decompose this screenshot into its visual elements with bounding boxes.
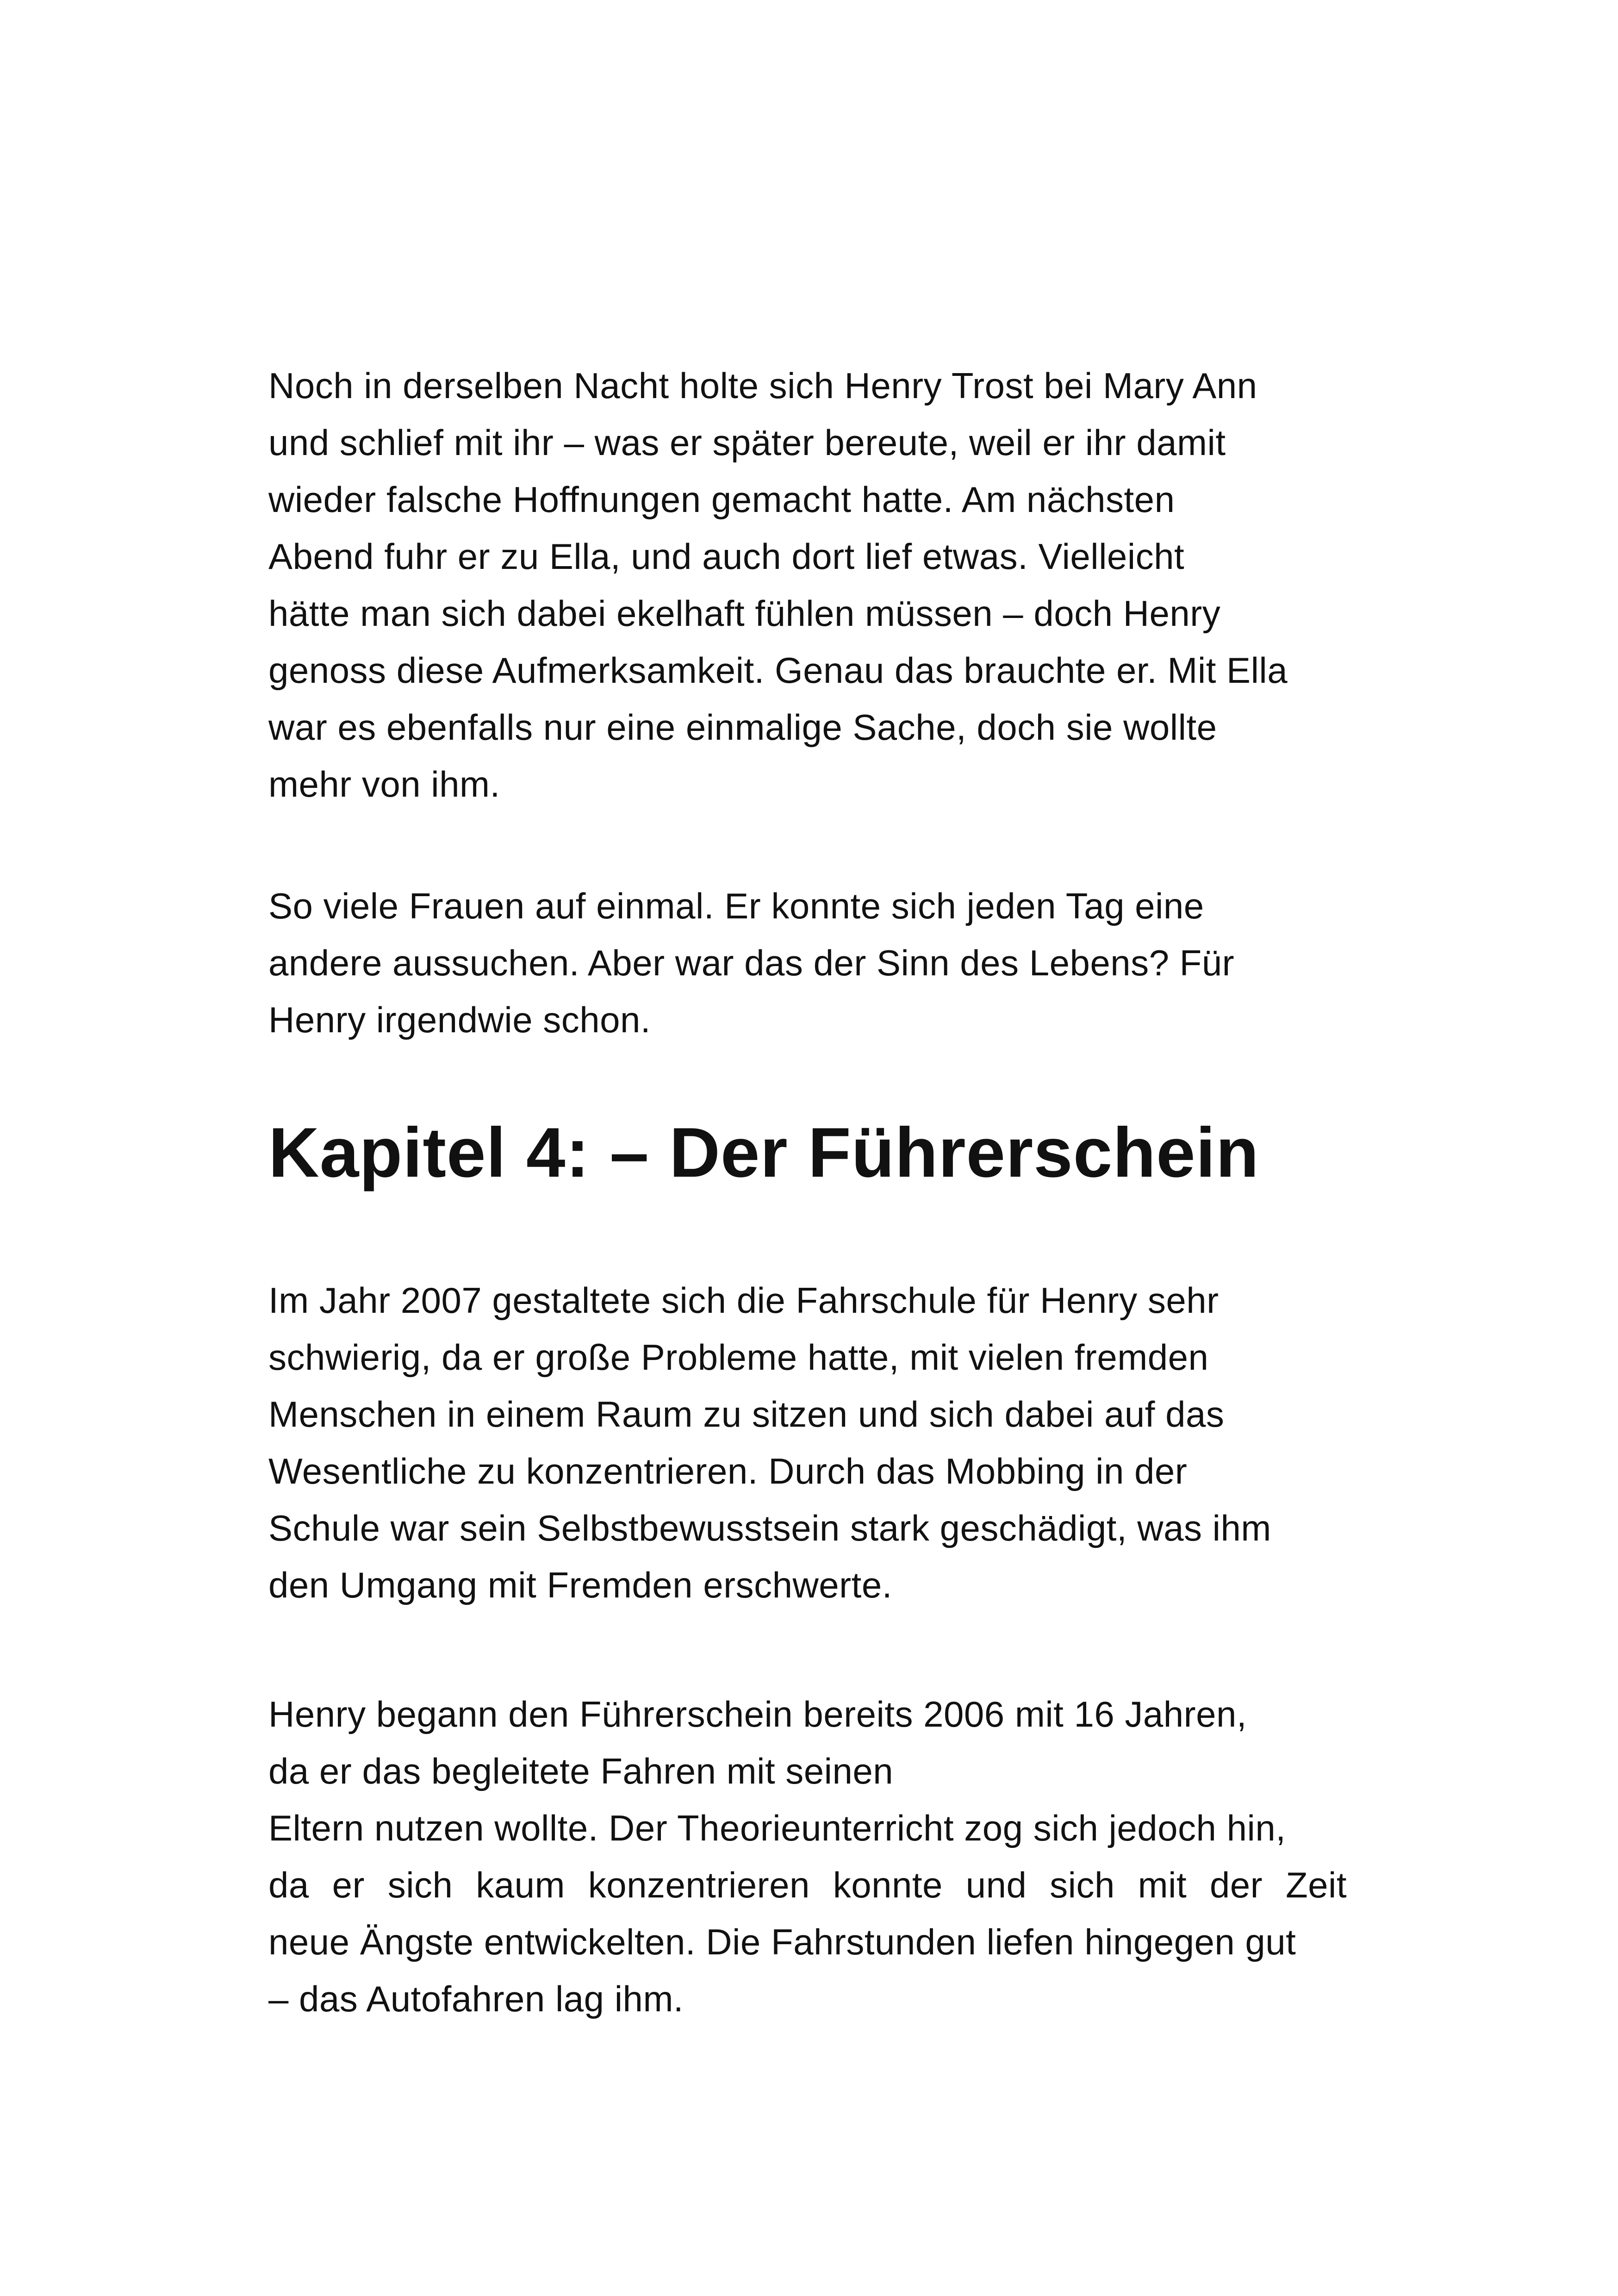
text-line: Wesentliche zu konzentrieren. Durch das Mobbing in der: [268, 1451, 1188, 1491]
text-line: schwierig, da er große Probleme hatte, mit vielen fremden: [268, 1337, 1209, 1378]
paragraph: [268, 1686, 1379, 2028]
text-line: hätte man sich dabei ekelhaft fühlen müssen – doch Henry: [268, 593, 1221, 634]
text-line: Henry begann den Führerschein bereits 2006 mit 16 Jahren,: [268, 1694, 1247, 1734]
paragraph: [268, 878, 1379, 1048]
paragraph: [268, 357, 1379, 813]
text-line: So viele Frauen auf einmal. Er konnte sich jeden Tag eine: [268, 886, 1204, 926]
text-line: Noch in derselben Nacht holte sich Henry Trost bei Mary Ann: [268, 365, 1257, 406]
text-line: Henry irgendwie schon.: [268, 999, 651, 1040]
text-line: Schule war sein Selbstbewusstsein stark geschädigt, was ihm: [268, 1508, 1271, 1548]
text-line: da er sich kaum konzentrieren konnte und sich mit der Zeit: [268, 1865, 1347, 1905]
text-line: Abend fuhr er zu Ella, und auch dort lief etwas. Vielleicht: [268, 536, 1185, 577]
paragraph: [268, 1272, 1379, 1614]
text-line: den Umgang mit Fremden erschwerte.: [268, 1565, 892, 1605]
text-line: mehr von ihm.: [268, 764, 500, 805]
chapter-heading: Kapitel 4: – Der Führerschein: [268, 1113, 1259, 1192]
text-line: – das Autofahren lag ihm.: [268, 1978, 684, 2019]
text-line: und schlief mit ihr – was er später bereute, weil er ihr damit: [268, 422, 1226, 463]
text-line: Menschen in einem Raum zu sitzen und sich dabei auf das: [268, 1394, 1225, 1435]
text-line: war es ebenfalls nur eine einmalige Sache, doch sie wollte: [268, 707, 1217, 748]
text-line: Im Jahr 2007 gestaltete sich die Fahrschule für Henry sehr: [268, 1280, 1219, 1321]
text-line: andere aussuchen. Aber war das der Sinn des Lebens? Für: [268, 942, 1235, 983]
text-line: wieder falsche Hoffnungen gemacht hatte. Am nächsten: [268, 479, 1175, 520]
text-line: genoss diese Aufmerksamkeit. Genau das brauchte er. Mit Ella: [268, 650, 1288, 691]
text-line: Eltern nutzen wollte. Der Theorieunterricht zog sich jedoch hin,: [268, 1808, 1286, 1848]
text-line: da er das begleitete Fahren mit seinen: [268, 1751, 894, 1791]
text-line: neue Ängste entwickelten. Die Fahrstunden liefen hingegen gut: [268, 1922, 1296, 1962]
